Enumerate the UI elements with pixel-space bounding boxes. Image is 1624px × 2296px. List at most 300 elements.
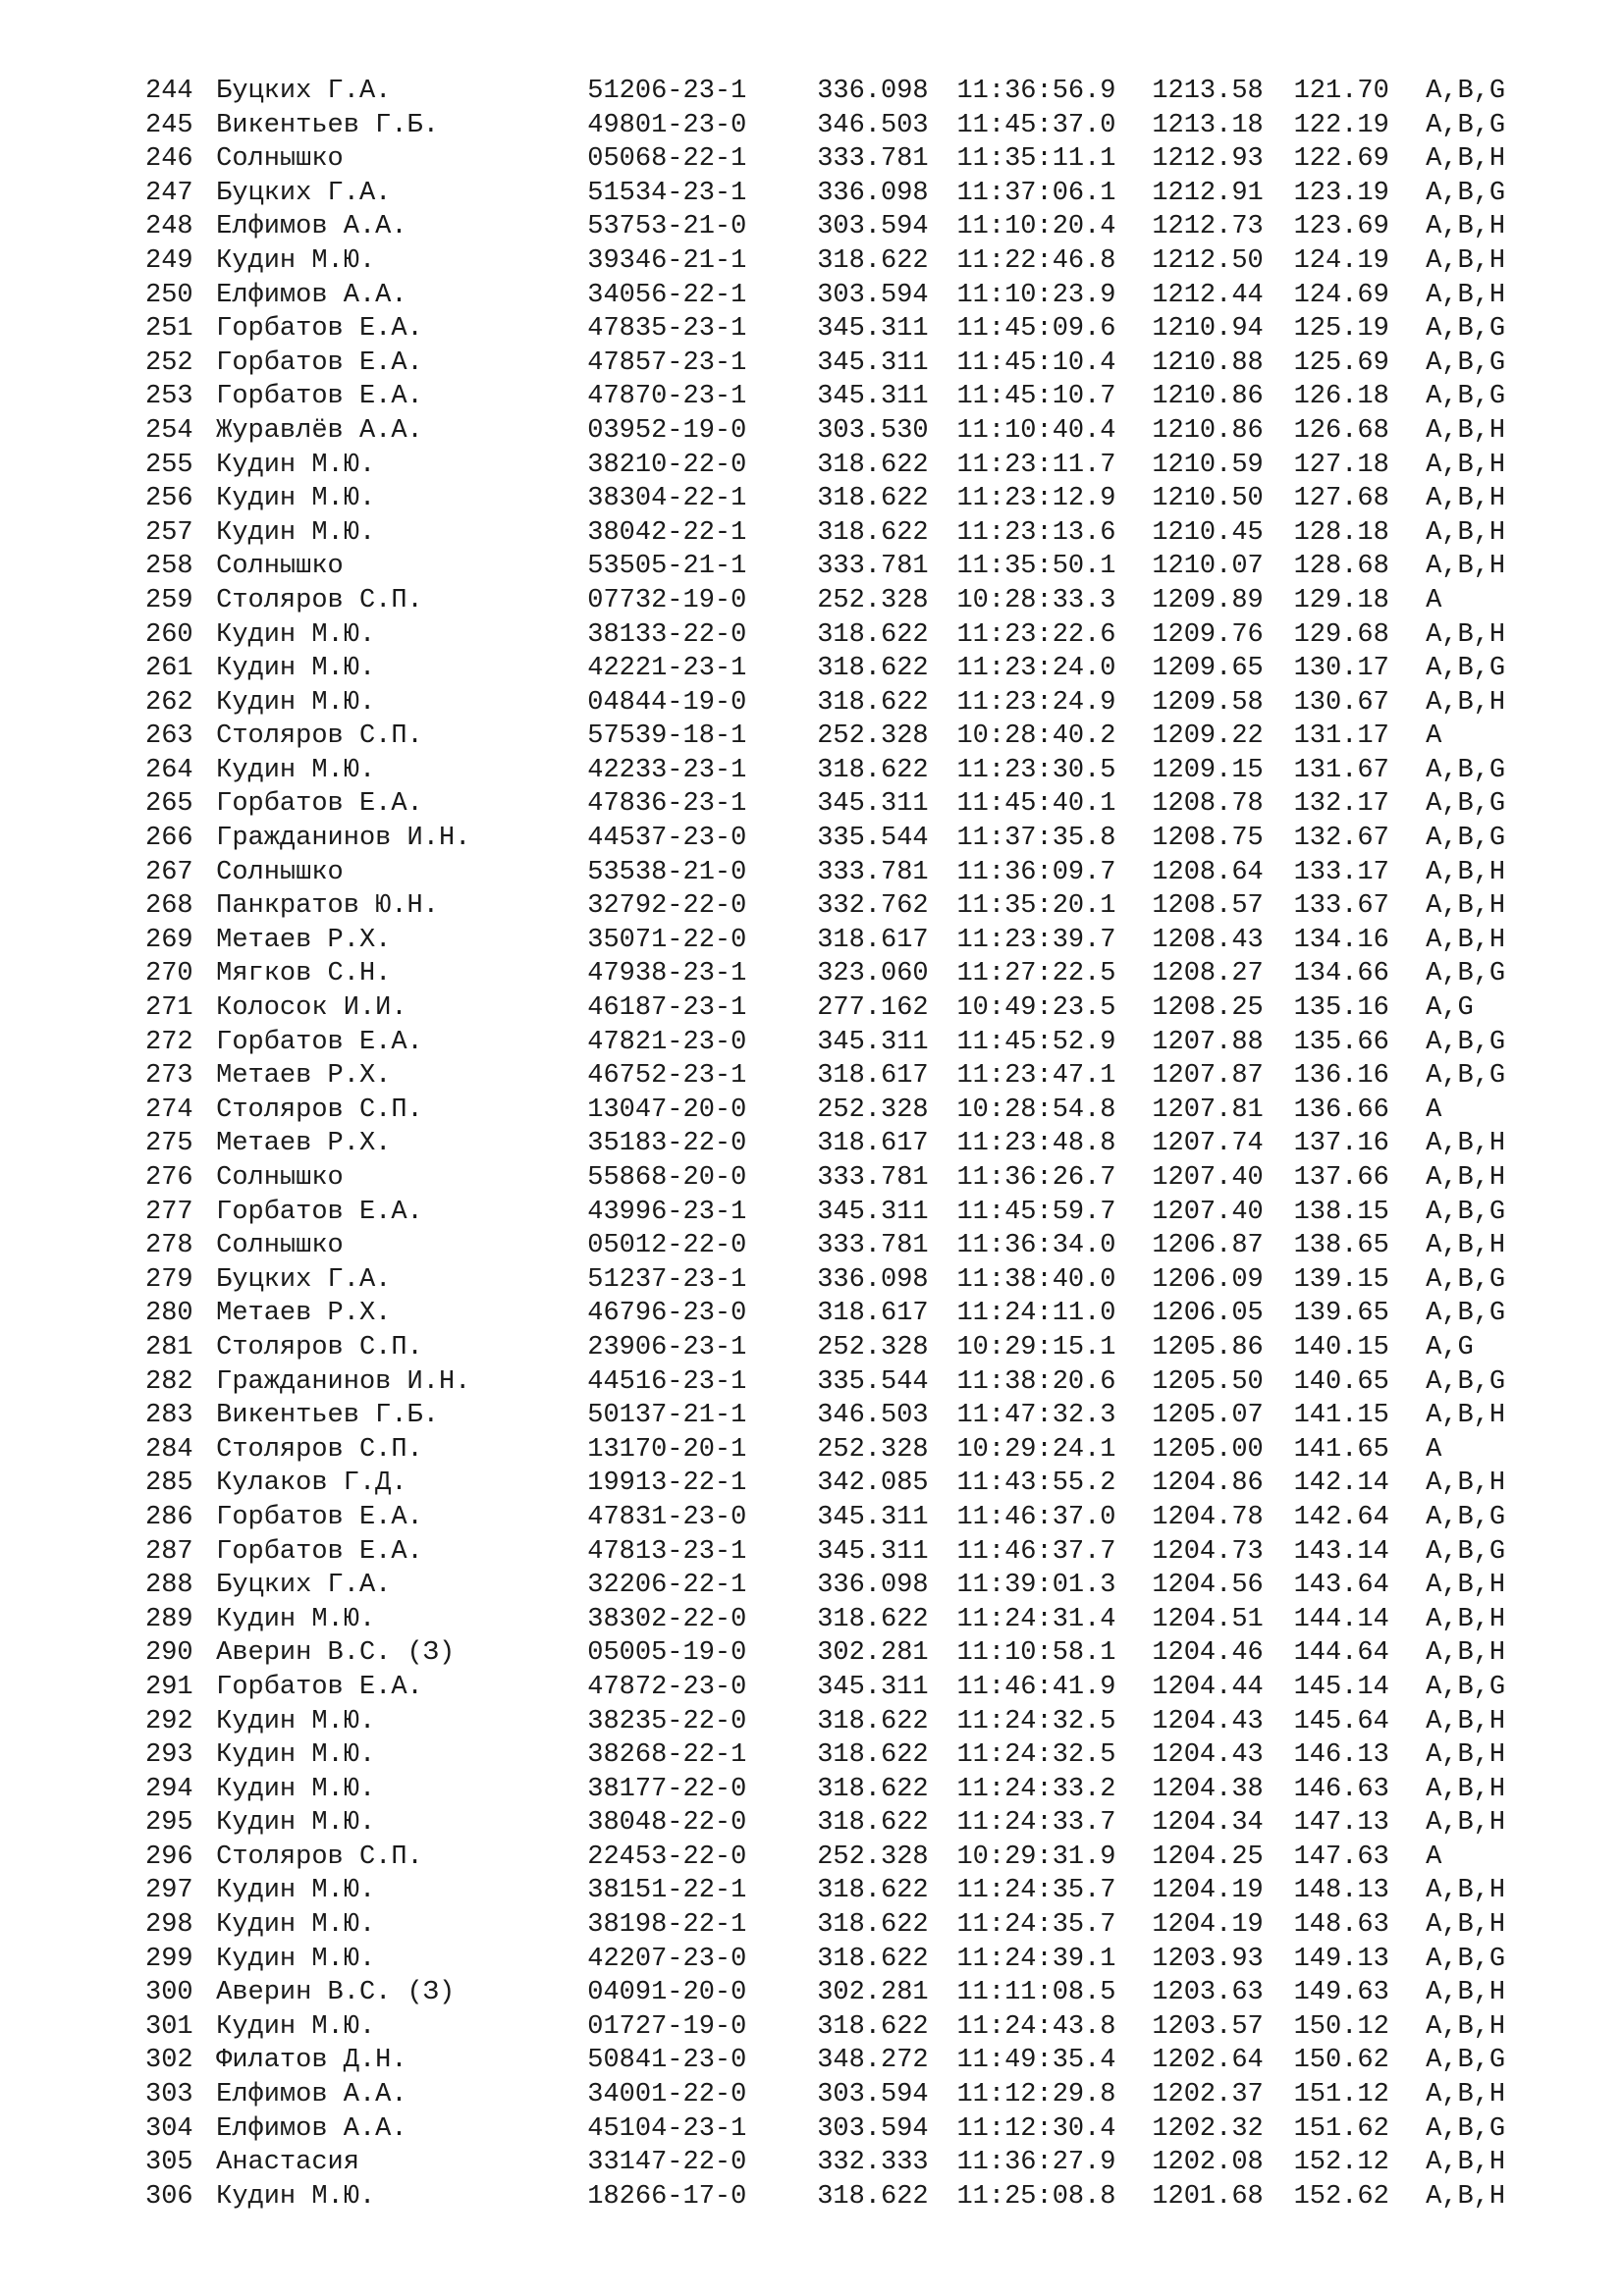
distance-cell: 345.311 bbox=[817, 789, 929, 820]
coefficient-cell: 145.14 bbox=[1293, 1672, 1389, 1702]
place-cell: 306 bbox=[145, 2181, 193, 2212]
place-cell: 269 bbox=[145, 925, 193, 955]
table-row bbox=[145, 822, 1579, 856]
distance-cell: 252.328 bbox=[817, 585, 929, 615]
place-cell: 260 bbox=[145, 619, 193, 650]
place-cell: 270 bbox=[145, 959, 193, 989]
coefficient-cell: 152.62 bbox=[1293, 2181, 1389, 2212]
speed-cell: 1209.76 bbox=[1152, 619, 1264, 650]
place-cell: 280 bbox=[145, 1299, 193, 1329]
distance-cell: 318.622 bbox=[817, 654, 929, 684]
arrival-time-cell: 11:35:50.1 bbox=[956, 552, 1116, 582]
fancier-name-cell: Колосок И.И. bbox=[216, 993, 407, 1024]
place-cell: 268 bbox=[145, 891, 193, 922]
flags-cell: A,B,G bbox=[1426, 1502, 1506, 1532]
ring-number-cell: 38177-22-0 bbox=[587, 1774, 747, 1804]
speed-cell: 1202.64 bbox=[1152, 2046, 1264, 2076]
place-cell: 275 bbox=[145, 1129, 193, 1159]
ring-number-cell: 47821-23-0 bbox=[587, 1027, 747, 1057]
arrival-time-cell: 11:45:40.1 bbox=[956, 789, 1116, 820]
table-row bbox=[145, 2180, 1579, 2215]
table-row bbox=[145, 244, 1579, 279]
distance-cell: 318.622 bbox=[817, 2181, 929, 2212]
fancier-name-cell: Кудин М.Ю. bbox=[216, 654, 376, 684]
arrival-time-cell: 11:36:56.9 bbox=[956, 77, 1116, 106]
speed-cell: 1203.93 bbox=[1152, 1944, 1264, 1974]
coefficient-cell: 131.17 bbox=[1293, 721, 1389, 752]
flags-cell: A,B,G bbox=[1426, 1027, 1506, 1057]
flags-cell: A,B,G bbox=[1426, 178, 1506, 208]
fancier-name-cell: Кулаков Г.Д. bbox=[216, 1468, 407, 1499]
speed-cell: 1207.74 bbox=[1152, 1129, 1264, 1159]
fancier-name-cell: Горбатов Е.А. bbox=[216, 1672, 423, 1702]
distance-cell: 332.762 bbox=[817, 891, 929, 922]
fancier-name-cell: Кудин М.Ю. bbox=[216, 2011, 376, 2042]
table-row bbox=[145, 991, 1579, 1026]
flags-cell: A,B,G bbox=[1426, 1536, 1506, 1567]
ring-number-cell: 50841-23-0 bbox=[587, 2046, 747, 2076]
table-row bbox=[145, 924, 1579, 958]
ring-number-cell: 38302-22-0 bbox=[587, 1604, 747, 1634]
distance-cell: 346.503 bbox=[817, 110, 929, 140]
place-cell: 279 bbox=[145, 1264, 193, 1295]
fancier-name-cell: Елфимов А.А. bbox=[216, 2113, 407, 2144]
fancier-name-cell: Аверин В.С. (З) bbox=[216, 1978, 456, 2008]
place-cell: 298 bbox=[145, 1910, 193, 1941]
speed-cell: 1208.75 bbox=[1152, 824, 1264, 854]
speed-cell: 1208.57 bbox=[1152, 891, 1264, 922]
flags-cell: A,B,H bbox=[1426, 1808, 1506, 1839]
flags-cell: A,B,H bbox=[1426, 212, 1506, 242]
fancier-name-cell: Столяров С.П. bbox=[216, 1842, 423, 1872]
speed-cell: 1210.94 bbox=[1152, 314, 1264, 345]
fancier-name-cell: Горбатов Е.А. bbox=[216, 1536, 423, 1567]
speed-cell: 1208.25 bbox=[1152, 993, 1264, 1024]
speed-cell: 1206.09 bbox=[1152, 1264, 1264, 1295]
place-cell: 256 bbox=[145, 484, 193, 514]
arrival-time-cell: 11:23:47.1 bbox=[956, 1061, 1116, 1092]
distance-cell: 303.530 bbox=[817, 415, 929, 446]
coefficient-cell: 134.16 bbox=[1293, 925, 1389, 955]
table-row bbox=[145, 2044, 1579, 2078]
speed-cell: 1212.73 bbox=[1152, 212, 1264, 242]
ring-number-cell: 47831-23-0 bbox=[587, 1502, 747, 1532]
flags-cell: A,B,H bbox=[1426, 1910, 1506, 1941]
place-cell: 245 bbox=[145, 110, 193, 140]
coefficient-cell: 121.70 bbox=[1293, 77, 1389, 106]
place-cell: 290 bbox=[145, 1638, 193, 1669]
place-cell: 267 bbox=[145, 857, 193, 887]
place-cell: 282 bbox=[145, 1366, 193, 1397]
fancier-name-cell: Мягков С.Н. bbox=[216, 959, 392, 989]
table-row bbox=[145, 1705, 1579, 1739]
flags-cell: A,B,H bbox=[1426, 484, 1506, 514]
ring-number-cell: 53753-21-0 bbox=[587, 212, 747, 242]
place-cell: 273 bbox=[145, 1061, 193, 1092]
coefficient-cell: 149.13 bbox=[1293, 1944, 1389, 1974]
distance-cell: 335.544 bbox=[817, 824, 929, 854]
ring-number-cell: 01727-19-0 bbox=[587, 2011, 747, 2042]
distance-cell: 346.503 bbox=[817, 1401, 929, 1431]
place-cell: 286 bbox=[145, 1502, 193, 1532]
place-cell: 251 bbox=[145, 314, 193, 345]
ring-number-cell: 45104-23-1 bbox=[587, 2113, 747, 2144]
coefficient-cell: 151.12 bbox=[1293, 2080, 1389, 2110]
coefficient-cell: 137.16 bbox=[1293, 1129, 1389, 1159]
distance-cell: 336.098 bbox=[817, 1264, 929, 1295]
speed-cell: 1213.58 bbox=[1152, 77, 1264, 106]
speed-cell: 1208.27 bbox=[1152, 959, 1264, 989]
ring-number-cell: 51534-23-1 bbox=[587, 178, 747, 208]
table-row bbox=[145, 279, 1579, 313]
speed-cell: 1213.18 bbox=[1152, 110, 1264, 140]
flags-cell: A,B,G bbox=[1426, 347, 1506, 378]
table-row bbox=[145, 1874, 1579, 1908]
arrival-time-cell: 11:27:22.5 bbox=[956, 959, 1116, 989]
distance-cell: 323.060 bbox=[817, 959, 929, 989]
flags-cell: A,B,H bbox=[1426, 1129, 1506, 1159]
flags-cell: A,B,H bbox=[1426, 1231, 1506, 1261]
table-row bbox=[145, 754, 1579, 788]
place-cell: 246 bbox=[145, 144, 193, 175]
arrival-time-cell: 11:35:11.1 bbox=[956, 144, 1116, 175]
arrival-time-cell: 11:23:13.6 bbox=[956, 517, 1116, 548]
arrival-time-cell: 11:45:52.9 bbox=[956, 1027, 1116, 1057]
fancier-name-cell: Солнышко bbox=[216, 552, 344, 582]
place-cell: 283 bbox=[145, 1401, 193, 1431]
speed-cell: 1207.87 bbox=[1152, 1061, 1264, 1092]
table-row bbox=[145, 1535, 1579, 1570]
arrival-time-cell: 11:38:20.6 bbox=[956, 1366, 1116, 1397]
arrival-time-cell: 10:29:15.1 bbox=[956, 1332, 1116, 1362]
place-cell: 274 bbox=[145, 1095, 193, 1125]
ring-number-cell: 23906-23-1 bbox=[587, 1332, 747, 1362]
distance-cell: 252.328 bbox=[817, 1095, 929, 1125]
coefficient-cell: 142.64 bbox=[1293, 1502, 1389, 1532]
fancier-name-cell: Кудин М.Ю. bbox=[216, 1944, 376, 1974]
distance-cell: 318.622 bbox=[817, 1774, 929, 1804]
table-row bbox=[145, 787, 1579, 822]
speed-cell: 1210.86 bbox=[1152, 415, 1264, 446]
arrival-time-cell: 11:24:43.8 bbox=[956, 2011, 1116, 2042]
distance-cell: 345.311 bbox=[817, 1027, 929, 1057]
distance-cell: 318.622 bbox=[817, 2011, 929, 2042]
distance-cell: 318.617 bbox=[817, 1129, 929, 1159]
distance-cell: 336.098 bbox=[817, 1571, 929, 1601]
place-cell: 265 bbox=[145, 789, 193, 820]
fancier-name-cell: Елфимов А.А. bbox=[216, 2080, 407, 2110]
coefficient-cell: 125.19 bbox=[1293, 314, 1389, 345]
place-cell: 303 bbox=[145, 2080, 193, 2110]
speed-cell: 1202.37 bbox=[1152, 2080, 1264, 2110]
fancier-name-cell: Буцких Г.А. bbox=[216, 1571, 392, 1601]
table-row bbox=[145, 584, 1579, 618]
coefficient-cell: 138.65 bbox=[1293, 1231, 1389, 1261]
place-cell: 281 bbox=[145, 1332, 193, 1362]
distance-cell: 318.622 bbox=[817, 755, 929, 785]
flags-cell: A,G bbox=[1426, 1332, 1474, 1362]
arrival-time-cell: 11:23:39.7 bbox=[956, 925, 1116, 955]
place-cell: 304 bbox=[145, 2113, 193, 2144]
arrival-time-cell: 11:10:58.1 bbox=[956, 1638, 1116, 1669]
place-cell: 293 bbox=[145, 1740, 193, 1771]
speed-cell: 1205.50 bbox=[1152, 1366, 1264, 1397]
flags-cell: A,B,H bbox=[1426, 1401, 1506, 1431]
fancier-name-cell: Кудин М.Ю. bbox=[216, 1808, 376, 1839]
distance-cell: 252.328 bbox=[817, 1434, 929, 1465]
ring-number-cell: 42233-23-1 bbox=[587, 755, 747, 785]
distance-cell: 348.272 bbox=[817, 2046, 929, 2076]
flags-cell: A,B,G bbox=[1426, 824, 1506, 854]
flags-cell: A,B,H bbox=[1426, 1604, 1506, 1634]
speed-cell: 1212.93 bbox=[1152, 144, 1264, 175]
ring-number-cell: 47813-23-1 bbox=[587, 1536, 747, 1567]
flags-cell: A,B,G bbox=[1426, 1264, 1506, 1295]
speed-cell: 1204.51 bbox=[1152, 1604, 1264, 1634]
speed-cell: 1206.87 bbox=[1152, 1231, 1264, 1261]
coefficient-cell: 132.67 bbox=[1293, 824, 1389, 854]
distance-cell: 336.098 bbox=[817, 77, 929, 106]
coefficient-cell: 151.62 bbox=[1293, 2113, 1389, 2144]
ring-number-cell: 47870-23-1 bbox=[587, 382, 747, 412]
coefficient-cell: 148.13 bbox=[1293, 1876, 1389, 1906]
place-cell: 305 bbox=[145, 2148, 193, 2178]
ring-number-cell: 38042-22-1 bbox=[587, 517, 747, 548]
flags-cell: A bbox=[1426, 585, 1442, 615]
ring-number-cell: 57539-18-1 bbox=[587, 721, 747, 752]
flags-cell: A,B,G bbox=[1426, 1299, 1506, 1329]
arrival-time-cell: 11:45:59.7 bbox=[956, 1197, 1116, 1227]
arrival-time-cell: 11:36:34.0 bbox=[956, 1231, 1116, 1261]
distance-cell: 318.622 bbox=[817, 1808, 929, 1839]
distance-cell: 345.311 bbox=[817, 1197, 929, 1227]
table-row bbox=[145, 1806, 1579, 1841]
table-row bbox=[145, 312, 1579, 347]
fancier-name-cell: Горбатов Е.А. bbox=[216, 1197, 423, 1227]
arrival-time-cell: 11:23:24.0 bbox=[956, 654, 1116, 684]
distance-cell: 303.594 bbox=[817, 280, 929, 310]
arrival-time-cell: 11:12:29.8 bbox=[956, 2080, 1116, 2110]
flags-cell: A,B,H bbox=[1426, 450, 1506, 480]
distance-cell: 318.622 bbox=[817, 1706, 929, 1736]
table-row bbox=[145, 1603, 1579, 1637]
fancier-name-cell: Метаев Р.Х. bbox=[216, 925, 392, 955]
ring-number-cell: 55868-20-0 bbox=[587, 1163, 747, 1193]
flags-cell: A,B,G bbox=[1426, 959, 1506, 989]
table-row bbox=[145, 550, 1579, 584]
flags-cell: A,B,H bbox=[1426, 1978, 1506, 2008]
flags-cell: A,B,H bbox=[1426, 517, 1506, 548]
table-row bbox=[145, 618, 1579, 653]
arrival-time-cell: 11:10:40.4 bbox=[956, 415, 1116, 446]
coefficient-cell: 144.64 bbox=[1293, 1638, 1389, 1669]
distance-cell: 318.622 bbox=[817, 517, 929, 548]
arrival-time-cell: 11:24:11.0 bbox=[956, 1299, 1116, 1329]
table-row bbox=[145, 1297, 1579, 1331]
fancier-name-cell: Филатов Д.Н. bbox=[216, 2046, 407, 2076]
speed-cell: 1204.46 bbox=[1152, 1638, 1264, 1669]
ring-number-cell: 35183-22-0 bbox=[587, 1129, 747, 1159]
speed-cell: 1210.59 bbox=[1152, 450, 1264, 480]
speed-cell: 1212.91 bbox=[1152, 178, 1264, 208]
table-row bbox=[145, 177, 1579, 211]
arrival-time-cell: 11:45:10.4 bbox=[956, 347, 1116, 378]
arrival-time-cell: 11:46:41.9 bbox=[956, 1672, 1116, 1702]
distance-cell: 333.781 bbox=[817, 1231, 929, 1261]
table-row bbox=[145, 75, 1579, 109]
speed-cell: 1204.34 bbox=[1152, 1808, 1264, 1839]
distance-cell: 335.544 bbox=[817, 1366, 929, 1397]
ring-number-cell: 13047-20-0 bbox=[587, 1095, 747, 1125]
ring-number-cell: 49801-23-0 bbox=[587, 110, 747, 140]
flags-cell: A,B,H bbox=[1426, 1706, 1506, 1736]
coefficient-cell: 144.14 bbox=[1293, 1604, 1389, 1634]
distance-cell: 345.311 bbox=[817, 1502, 929, 1532]
distance-cell: 345.311 bbox=[817, 1672, 929, 1702]
fancier-name-cell: Солнышко bbox=[216, 1163, 344, 1193]
distance-cell: 333.781 bbox=[817, 857, 929, 887]
flags-cell: A,B,H bbox=[1426, 2181, 1506, 2212]
speed-cell: 1204.43 bbox=[1152, 1740, 1264, 1771]
place-cell: 295 bbox=[145, 1808, 193, 1839]
table-row bbox=[145, 380, 1579, 414]
place-cell: 247 bbox=[145, 178, 193, 208]
ring-number-cell: 47836-23-1 bbox=[587, 789, 747, 820]
coefficient-cell: 125.69 bbox=[1293, 347, 1389, 378]
fancier-name-cell: Столяров С.П. bbox=[216, 721, 423, 752]
arrival-time-cell: 11:25:08.8 bbox=[956, 2181, 1116, 2212]
ring-number-cell: 38235-22-0 bbox=[587, 1706, 747, 1736]
table-row bbox=[145, 1059, 1579, 1094]
table-row bbox=[145, 414, 1579, 449]
ring-number-cell: 38048-22-0 bbox=[587, 1808, 747, 1839]
table-row bbox=[145, 1976, 1579, 2010]
speed-cell: 1204.44 bbox=[1152, 1672, 1264, 1702]
speed-cell: 1205.07 bbox=[1152, 1401, 1264, 1431]
table-row bbox=[145, 1094, 1579, 1128]
flags-cell: A,B,G bbox=[1426, 110, 1506, 140]
place-cell: 262 bbox=[145, 687, 193, 718]
speed-cell: 1206.05 bbox=[1152, 1299, 1264, 1329]
place-cell: 302 bbox=[145, 2046, 193, 2076]
fancier-name-cell: Кудин М.Ю. bbox=[216, 687, 376, 718]
coefficient-cell: 139.15 bbox=[1293, 1264, 1389, 1295]
ring-number-cell: 34056-22-1 bbox=[587, 280, 747, 310]
fancier-name-cell: Кудин М.Ю. bbox=[216, 755, 376, 785]
coefficient-cell: 126.18 bbox=[1293, 382, 1389, 412]
distance-cell: 345.311 bbox=[817, 1536, 929, 1567]
ring-number-cell: 38210-22-0 bbox=[587, 450, 747, 480]
speed-cell: 1209.15 bbox=[1152, 755, 1264, 785]
coefficient-cell: 127.68 bbox=[1293, 484, 1389, 514]
table-row bbox=[145, 2010, 1579, 2045]
table-row bbox=[145, 2078, 1579, 2112]
ring-number-cell: 19913-22-1 bbox=[587, 1468, 747, 1499]
ring-number-cell: 47938-23-1 bbox=[587, 959, 747, 989]
ring-number-cell: 18266-17-0 bbox=[587, 2181, 747, 2212]
distance-cell: 318.617 bbox=[817, 925, 929, 955]
flags-cell: A,B,H bbox=[1426, 2011, 1506, 2042]
place-cell: 294 bbox=[145, 1774, 193, 1804]
coefficient-cell: 132.17 bbox=[1293, 789, 1389, 820]
ring-number-cell: 47835-23-1 bbox=[587, 314, 747, 345]
arrival-time-cell: 11:10:20.4 bbox=[956, 212, 1116, 242]
ring-number-cell: 32206-22-1 bbox=[587, 1571, 747, 1601]
table-row bbox=[145, 1161, 1579, 1196]
arrival-time-cell: 11:10:23.9 bbox=[956, 280, 1116, 310]
flags-cell: A bbox=[1426, 1095, 1442, 1125]
speed-cell: 1204.19 bbox=[1152, 1910, 1264, 1941]
distance-cell: 318.622 bbox=[817, 619, 929, 650]
fancier-name-cell: Кудин М.Ю. bbox=[216, 1774, 376, 1804]
speed-cell: 1212.50 bbox=[1152, 245, 1264, 276]
distance-cell: 318.622 bbox=[817, 1910, 929, 1941]
flags-cell: A,B,H bbox=[1426, 415, 1506, 446]
arrival-time-cell: 11:45:37.0 bbox=[956, 110, 1116, 140]
coefficient-cell: 129.68 bbox=[1293, 619, 1389, 650]
arrival-time-cell: 11:49:35.4 bbox=[956, 2046, 1116, 2076]
speed-cell: 1201.68 bbox=[1152, 2181, 1264, 2212]
coefficient-cell: 149.63 bbox=[1293, 1978, 1389, 2008]
arrival-time-cell: 11:35:20.1 bbox=[956, 891, 1116, 922]
table-row bbox=[145, 1229, 1579, 1263]
coefficient-cell: 140.65 bbox=[1293, 1366, 1389, 1397]
fancier-name-cell: Метаев Р.Х. bbox=[216, 1299, 392, 1329]
speed-cell: 1207.88 bbox=[1152, 1027, 1264, 1057]
place-cell: 271 bbox=[145, 993, 193, 1024]
fancier-name-cell: Солнышко bbox=[216, 144, 344, 175]
flags-cell: A,B,H bbox=[1426, 552, 1506, 582]
fancier-name-cell: Буцких Г.А. bbox=[216, 178, 392, 208]
place-cell: 272 bbox=[145, 1027, 193, 1057]
table-row bbox=[145, 347, 1579, 381]
flags-cell: A,B,H bbox=[1426, 891, 1506, 922]
coefficient-cell: 142.14 bbox=[1293, 1468, 1389, 1499]
arrival-time-cell: 11:23:48.8 bbox=[956, 1129, 1116, 1159]
fancier-name-cell: Горбатов Е.А. bbox=[216, 314, 423, 345]
coefficient-cell: 126.68 bbox=[1293, 415, 1389, 446]
place-cell: 250 bbox=[145, 280, 193, 310]
arrival-time-cell: 11:46:37.7 bbox=[956, 1536, 1116, 1567]
flags-cell: A,B,G bbox=[1426, 1944, 1506, 1974]
flags-cell: A,B,H bbox=[1426, 280, 1506, 310]
distance-cell: 318.622 bbox=[817, 1740, 929, 1771]
coefficient-cell: 147.13 bbox=[1293, 1808, 1389, 1839]
flags-cell: A,B,H bbox=[1426, 1638, 1506, 1669]
flags-cell: A,B,G bbox=[1426, 755, 1506, 785]
arrival-time-cell: 11:47:32.3 bbox=[956, 1401, 1116, 1431]
coefficient-cell: 124.69 bbox=[1293, 280, 1389, 310]
ring-number-cell: 03952-19-0 bbox=[587, 415, 747, 446]
table-row bbox=[145, 1331, 1579, 1365]
flags-cell: A,G bbox=[1426, 993, 1474, 1024]
coefficient-cell: 130.67 bbox=[1293, 687, 1389, 718]
distance-cell: 318.622 bbox=[817, 245, 929, 276]
fancier-name-cell: Панкратов Ю.Н. bbox=[216, 891, 439, 922]
speed-cell: 1207.40 bbox=[1152, 1163, 1264, 1193]
coefficient-cell: 134.66 bbox=[1293, 959, 1389, 989]
table-row bbox=[145, 1841, 1579, 1875]
arrival-time-cell: 11:24:35.7 bbox=[956, 1876, 1116, 1906]
arrival-time-cell: 11:23:24.9 bbox=[956, 687, 1116, 718]
place-cell: 255 bbox=[145, 450, 193, 480]
fancier-name-cell: Кудин М.Ю. bbox=[216, 2181, 376, 2212]
ring-number-cell: 35071-22-0 bbox=[587, 925, 747, 955]
coefficient-cell: 137.66 bbox=[1293, 1163, 1389, 1193]
arrival-time-cell: 11:46:37.0 bbox=[956, 1502, 1116, 1532]
place-cell: 297 bbox=[145, 1876, 193, 1906]
flags-cell: A,B,H bbox=[1426, 1876, 1506, 1906]
